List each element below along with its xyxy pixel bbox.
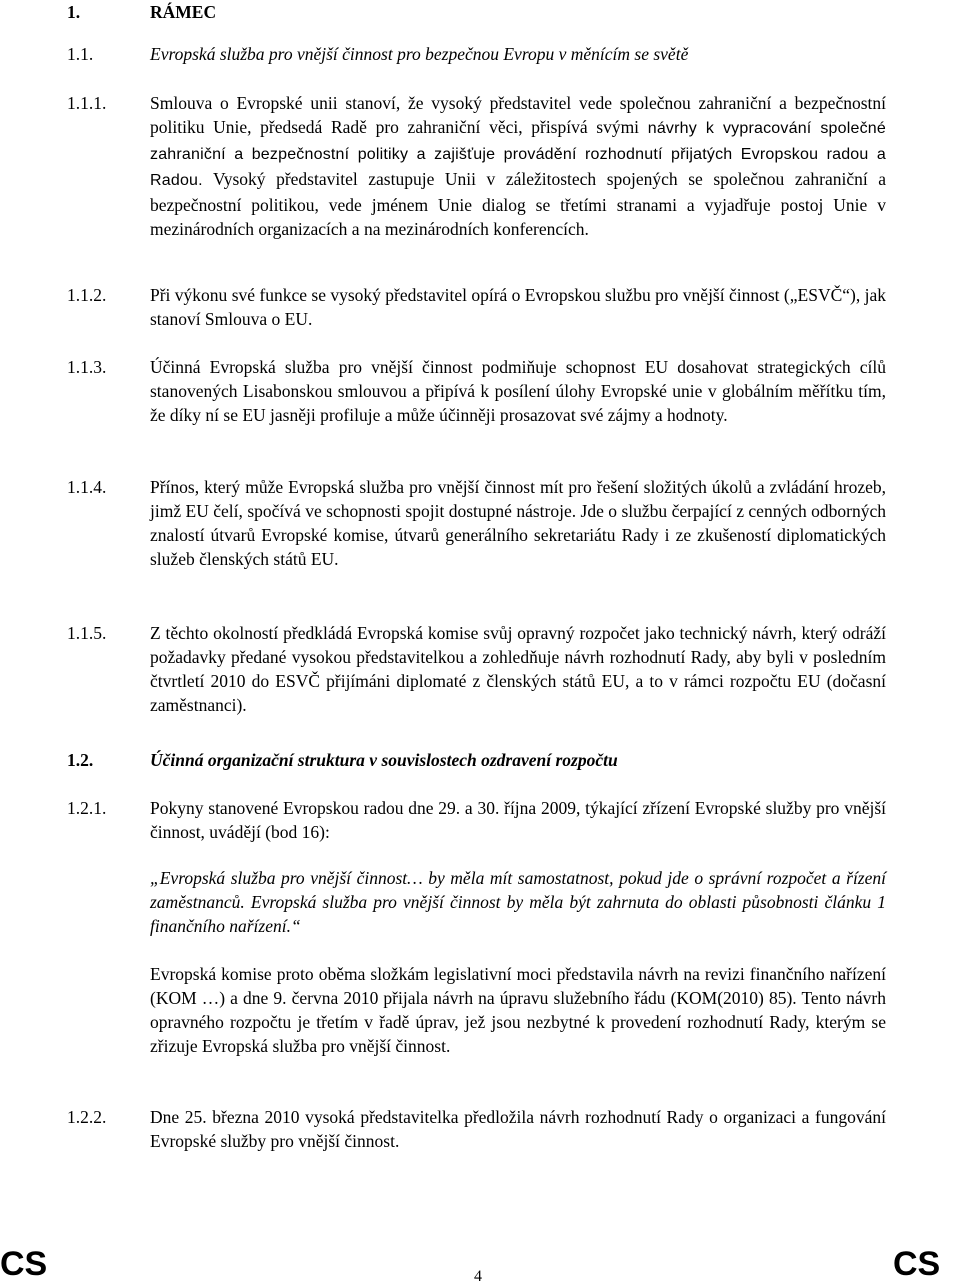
- footer-language-code-left: CS: [0, 1245, 48, 1283]
- paragraph-text: Z těchto okolností předkládá Evropská komise svůj opravný rozpočet jako technický návrh, který odráží požadavky předané vysokou představitelkou a zohledňuje návrh rozhodnutí Rady, aby byli v posledním čtvrtletí 2010 do ESVČ přijímáni diplomaté z členských států EU, a to v rámci rozpočtu EU (dočasní zaměstnanci).: [150, 623, 886, 715]
- section-title: [150, 0, 216, 24]
- section-title: Evropská služba pro vnější činnost pro bezpečnou Evropu v měnícím se světě: [150, 44, 689, 64]
- paragraph-number: 1.1.5.: [67, 623, 107, 643]
- paragraph-text: [150, 91, 886, 241]
- paragraph-text-part-b: Vysoký představitel zastupuje Unii v záležitostech spojených se společnou zahraniční a bezpečnostní politikou, vede jménem Unie dialog se třetími stranami a vyjadřuje postoj Unie v mezinárodních organizacích a na mezinárodních konferencích.: [150, 169, 887, 239]
- paragraph-number: 1.1.2.: [67, 285, 107, 305]
- paragraph-text: Pokyny stanovené Evropskou radou dne 29. a 30. října 2009, týkající zřízení Evropské služby pro vnější činnost, uvádějí (bod 16):: [150, 798, 886, 842]
- section-number: 1.2.: [67, 750, 94, 770]
- paragraph-text-sans: návrhy k vypracování společné zahraniční a bezpečnostní politiky a zajišťuje provádění rozhodnutí přijatých Evropskou radou a Radou.: [150, 120, 887, 189]
- paragraph-number: 1.1.4.: [67, 477, 107, 497]
- footer-language-code-right: CS: [893, 1245, 941, 1283]
- section-title-rest: ÁMEC: [162, 2, 217, 22]
- paragraph-number: 1.2.2.: [67, 1107, 107, 1127]
- page-number: 4: [474, 1268, 482, 1285]
- quote-text: „Evropská služba pro vnější činnost… by měla mít samostatnost, pokud jde o správní rozpočet a řízení zaměstnanců. Evropská služba pro vnější činnost by měla být zahrnuta do oblasti působnosti článku 1 finančního nařízení.“: [150, 868, 886, 936]
- paragraph-number: 1.1.1.: [67, 93, 107, 113]
- paragraph-text-part-a: Smlouva o Evropské unii stanoví, že vysoký představitel vede společnou zahraniční a bezpečnostní politiku Unie, předsedá Radě pro zahraniční věci, přispívá svými: [150, 93, 886, 137]
- section-title-initial: R: [150, 2, 163, 22]
- paragraph-number: 1.2.1.: [67, 798, 107, 818]
- section-number: 1.: [67, 2, 81, 22]
- paragraph-number: 1.1.3.: [67, 357, 107, 377]
- paragraph-text: Při výkonu své funkce se vysoký představitel opírá o Evropskou službu pro vnější činnost („ESVČ“), jak stanoví Smlouva o EU.: [150, 285, 886, 329]
- paragraph-text: Dne 25. března 2010 vysoká představitelka předložila návrh rozhodnutí Rady o organizaci a fungování Evropské služby pro vnější činnost.: [150, 1107, 886, 1151]
- paragraph-text: Přínos, který může Evropská služba pro vnější činnost mít pro řešení složitých úkolů a zvládání hrozeb, jimž EU čelí, spočívá ve schopnosti spojit dostupné nástroje. Jde o službu čerpající z cenných odborných znalostí útvarů Evropské komise, útvarů generálního sekretariátu Rady i ze zkušeností diplomatických služeb členských států EU.: [150, 477, 886, 569]
- section-number: 1.1.: [67, 44, 94, 64]
- paragraph-text: Účinná Evropská služba pro vnější činnost podmiňuje schopnost EU dosahovat strategických cílů stanovených Lisabonskou smlouvou a připívá k posílení úlohy Evropské unie v globálním měřítku tím, že díky ní se EU jasněji profiluje a může účinněji prosazovat své zájmy a hodnoty.: [150, 357, 886, 425]
- section-title: Účinná organizační struktura v souvislostech ozdravení rozpočtu: [150, 750, 618, 770]
- paragraph-text: Evropská komise proto oběma složkám legislativní moci představila návrh na revizi finančního nařízení (KOM …) a dne 9. června 2010 přijala návrh na úpravu služebního řádu (KOM(2010) 85). Tento návrh opravného rozpočtu je třetím v řadě úprav, jež jsou nezbytné k provedení rozhodnutí Rady, kterým se zřizuje Evropská služba pro vnější činnost.: [150, 964, 886, 1056]
